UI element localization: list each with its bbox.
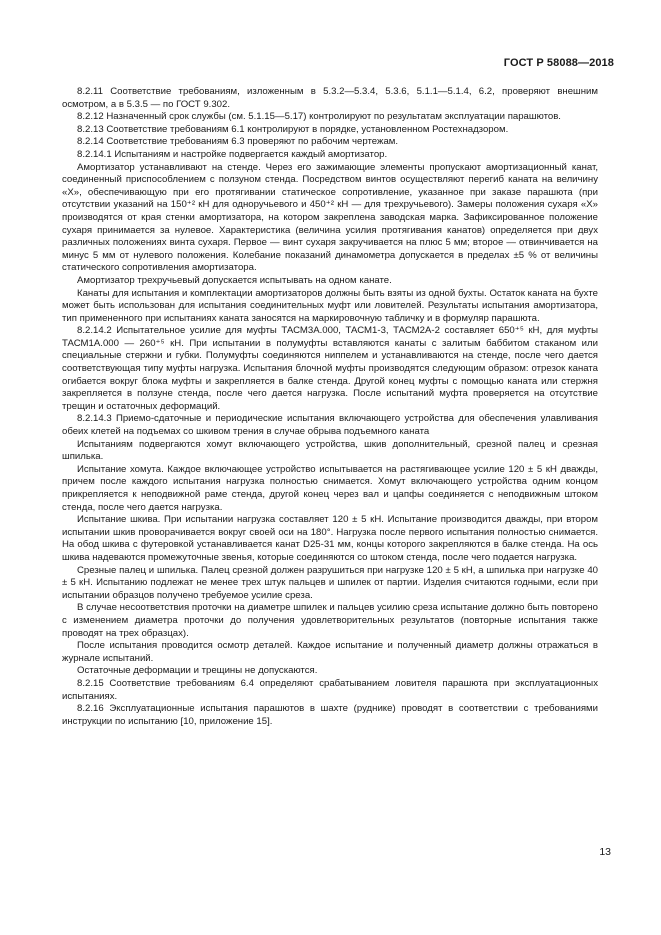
paragraph-8-2-11: 8.2.11 Соответствие требованиям, изложенным в 5.3.2—5.3.4, 5.3.6, 5.1.1—5.1.4, 6.2, проверяют внешним осмотром, а в 5.3.5 — по ГОСТ 9.302. — [62, 86, 598, 110]
document-header: ГОСТ Р 58088—2018 — [503, 57, 614, 69]
paragraph-shear-pin: Срезные палец и шпилька. Палец срезной должен разрушиться при нагрузке 120 ± 5 кН, а шпилька при нагрузке 40 ± 5 кН. Испытанию подлежат не менее трех штук пальцев и шпилек от партии. Изделия считаются годными, если при испытании образцов получено требуемое усилие среза. — [62, 564, 598, 601]
document-body — [62, 86, 598, 728]
paragraph-8-2-13: 8.2.13 Соответствие требованиям 6.1 контролируют в порядке, установленном Ростехнадзором. — [77, 123, 509, 135]
paragraph-tested-parts: Испытаниям подвергаются хомут включающего устройства, шкив дополнительный, срезной палец и срезная шпилька. — [62, 438, 598, 463]
paragraph-8-2-14-3: 8.2.14.3 Приемо-сдаточные и периодические испытания включающего устройства для обеспечения улавливания обеих клетей на подъемах со шкивом трения в случае обрыва подъемного каната — [62, 413, 598, 438]
paragraph-no-deformation: Остаточные деформации и трещины не допускаются. — [77, 665, 318, 677]
paragraph-mismatch: В случае несоответствия проточки на диаметре шпилек и пальцев усилию среза испытание должно быть повторено с изменением диаметра проточки до получения удовлетворительных результатов (повторные испытания также проводят на трех образцах). — [62, 602, 598, 639]
paragraph-8-2-14-2: 8.2.14.2 Испытательное усилие для муфты ТАСМ3А.000, ТАСМ1-3, ТАСМ2А-2 составляет 650⁺⁵ кН, для муфты ТАСМ1А.000 — 260⁺⁵ кН. При испытании в полумуфты вставляются канаты с залитым баббитом стаканом или специальные стержни и губки. Полумуфты соединяются ниппелем и устанавливаются на стенде, после чего дается соответствующая типу муфты нагрузка. Испытания блочной муфты производятся следующим образом: отрезок каната огибается вокруг блока муфты и закрепляется в балке стенда. Другой конец муфты с помощью каната или стержня закрепляется в ползуне стенда, после чего дается нагрузка. После испытаний муфта проверяется на отсутствие трещин и остаточных деформаций. — [62, 325, 598, 412]
paragraph-ropes: Канаты для испытания и комплектации амортизаторов должны быть взяты из одной бухты. Остаток каната на бухте может быть использован для испытания соединительных муфт или ловителей. Результаты испытания амортизатора, тип примененного при испытаниях каната заносятся на маркировочную табличку и в формуляр парашюта. — [62, 287, 598, 324]
paragraph-inspection: После испытания проводится осмотр деталей. Каждое испытание и полученный диаметр должны отражаться в журнале испытаний. — [62, 640, 598, 664]
paragraph-8-2-16: 8.2.16 Эксплуатационные испытания парашютов в шахте (руднике) проводят в соответствии с требованиями инструкции по испытанию [10, приложение 15]. — [62, 703, 598, 727]
paragraph-clamp-test: Испытание хомута. Каждое включающее устройство испытывается на растягивающее усилие 120 ± 5 кН дважды, причем после каждого испытания нагрузка полностью снимается. Хомут включающего устройства одним концом прикрепляется к неподвижной раме стенда, другой конец через вал и цапфы соединяется с неподвижным штоком стенда, после чего дается нагрузка. — [62, 463, 598, 513]
paragraph-pulley-test: Испытание шкива. При испытании нагрузка составляет 120 ± 5 кН. Испытание производится дважды, при втором испытании шкив проворачивается вокруг своей оси на 180°. Нагрузка после первого испытания полностью снимается. На обод шкива с футеровкой устанавливается канат D25-31 мм, концы которого закрепляются в балке стенда. На ось шкива надеваются промежуточные звенья, которые соединяются со штоком стенда, после чего подается нагрузка. — [62, 514, 598, 563]
paragraph-three-groove: Амортизатор трехручьевый допускается испытывать на одном канате. — [77, 274, 392, 286]
paragraph-8-2-12: 8.2.12 Назначенный срок службы (см. 5.1.15—5.17) контролируют по результатам эксплуатации парашютов. — [77, 111, 561, 123]
paragraph-amortizator-setup: Амортизатор устанавливают на стенде. Через его зажимающие элементы пропускают амортизационный канат, соединенный приспособлением с ползуном стенда. Посредством винтов осуществляют перегиб каната на величину «Х», обеспечивающую при его протягивании статическое сопротивление, указанное при заказе парашюта (при отсутствии указаний на 150⁺² кН для одноручьевого и 450⁺² кН — для трехручьевого). Замеры положения сухаря «Х» производятся от края стенки амортизатора, на котором закреплена заводская марка. Зафиксированное положение сухаря принимается за нулевое. Характеристика (величина усилия протягивания канатов) определяется при двух различных положениях винта сухаря. Первое — винт сухаря закручивается на плюс 5 мм; второе — отвинчивается на минус 5 мм от нулевого положения. Колебание показаний динамометра допускается в пределах ±5 % от величины статического сопротивления амортизатора. — [62, 161, 598, 274]
paragraph-8-2-15: 8.2.15 Соответствие требованиям 6.4 определяют срабатыванием ловителя парашюта при эксплуатационных испытаниях. — [62, 677, 598, 702]
page-number: 13 — [599, 846, 611, 858]
paragraph-8-2-14-1: 8.2.14.1 Испытаниям и настройке подвергается каждый амортизатор. — [77, 148, 388, 160]
paragraph-8-2-14: 8.2.14 Соответствие требованиям 6.3 проверяют по рабочим чертежам. — [77, 136, 399, 148]
